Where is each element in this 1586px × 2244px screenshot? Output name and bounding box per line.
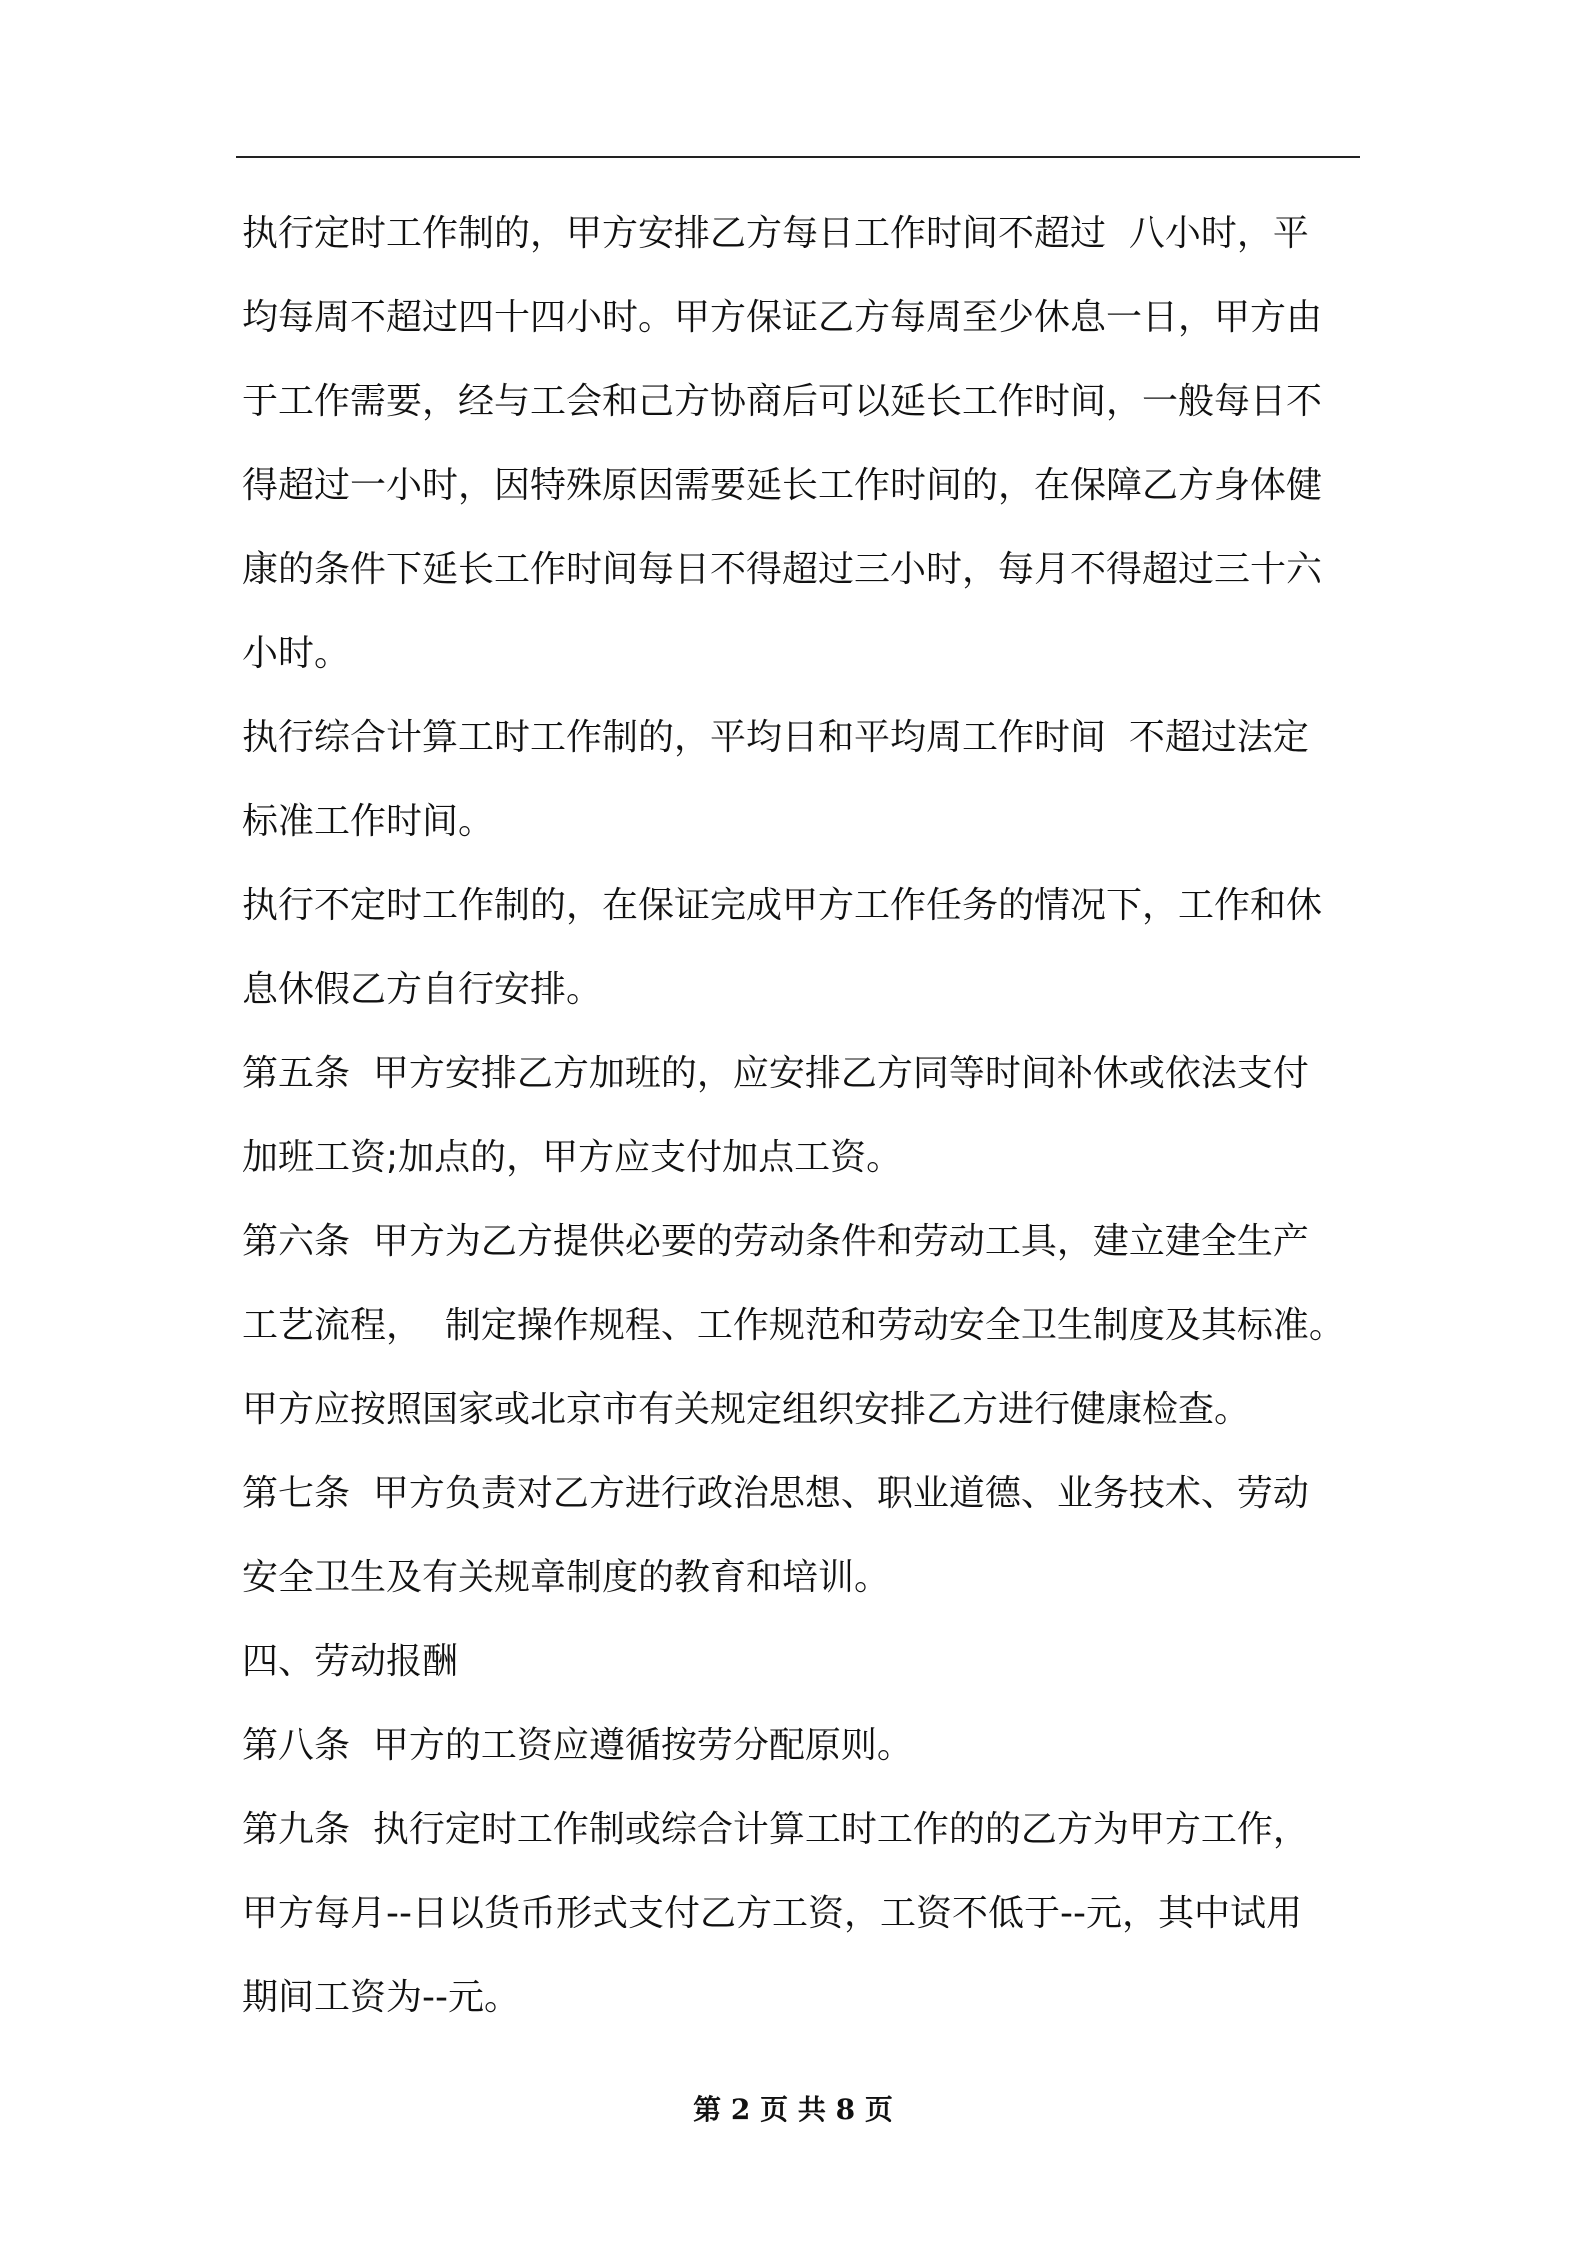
section-heading: 四、劳动报酬: [242, 1641, 459, 1682]
text-line: 标准工作时间。: [242, 801, 495, 842]
text-line: 第五条 甲方安排乙方加班的，应安排乙方同等时间补休或依法支付: [242, 1053, 1309, 1094]
page-number: 第 2 页 共 8 页: [693, 2093, 893, 2126]
text-line: 第六条 甲方为乙方提供必要的劳动条件和劳动工具，建立建全生产: [242, 1221, 1309, 1262]
text-line: 执行不定时工作制的，在保证完成甲方工作任务的情况下，工作和休: [242, 885, 1323, 926]
text-line: 均每周不超过四十四小时。甲方保证乙方每周至少休息一日，甲方由: [242, 297, 1323, 338]
text-line: 康的条件下延长工作时间每日不得超过三小时，每月不得超过三十六: [242, 549, 1323, 590]
text-line: 加班工资;加点的，甲方应支付加点工资。: [242, 1137, 903, 1178]
text-line: 执行综合计算工时工作制的，平均日和平均周工作时间 不超过法定: [242, 717, 1309, 758]
text-line: 甲方应按照国家或北京市有关规定组织安排乙方进行健康检查。: [242, 1389, 1251, 1430]
header-rule: [236, 156, 1360, 158]
text-line: 第八条 甲方的工资应遵循按劳分配原则。: [242, 1725, 913, 1766]
text-line: 期间工资为--元。: [242, 1977, 520, 2018]
text-line: 第九条 执行定时工作制或综合计算工时工作的的乙方为甲方工作，: [242, 1809, 1309, 1850]
text-line: 小时。: [242, 633, 351, 674]
text-line: 工艺流程， 制定操作规程、工作规范和劳动安全卫生制度及其标准。: [242, 1305, 1345, 1346]
text-line: 执行定时工作制的，甲方安排乙方每日工作时间不超过 八小时，平: [242, 213, 1309, 254]
text-line: 息休假乙方自行安排。: [242, 969, 603, 1010]
text-line: 得超过一小时，因特殊原因需要延长工作时间的，在保障乙方身体健: [242, 465, 1323, 506]
document-body: [242, 192, 1372, 2040]
text-line: 于工作需要，经与工会和己方协商后可以延长工作时间，一般每日不: [242, 381, 1323, 422]
text-line: 安全卫生及有关规章制度的教育和培训。: [242, 1557, 891, 1598]
text-line: 第七条 甲方负责对乙方进行政治思想、职业道德、业务技术、劳动: [242, 1473, 1309, 1514]
text-line: 甲方每月--日以货币形式支付乙方工资，工资不低于--元，其中试用: [242, 1893, 1302, 1934]
